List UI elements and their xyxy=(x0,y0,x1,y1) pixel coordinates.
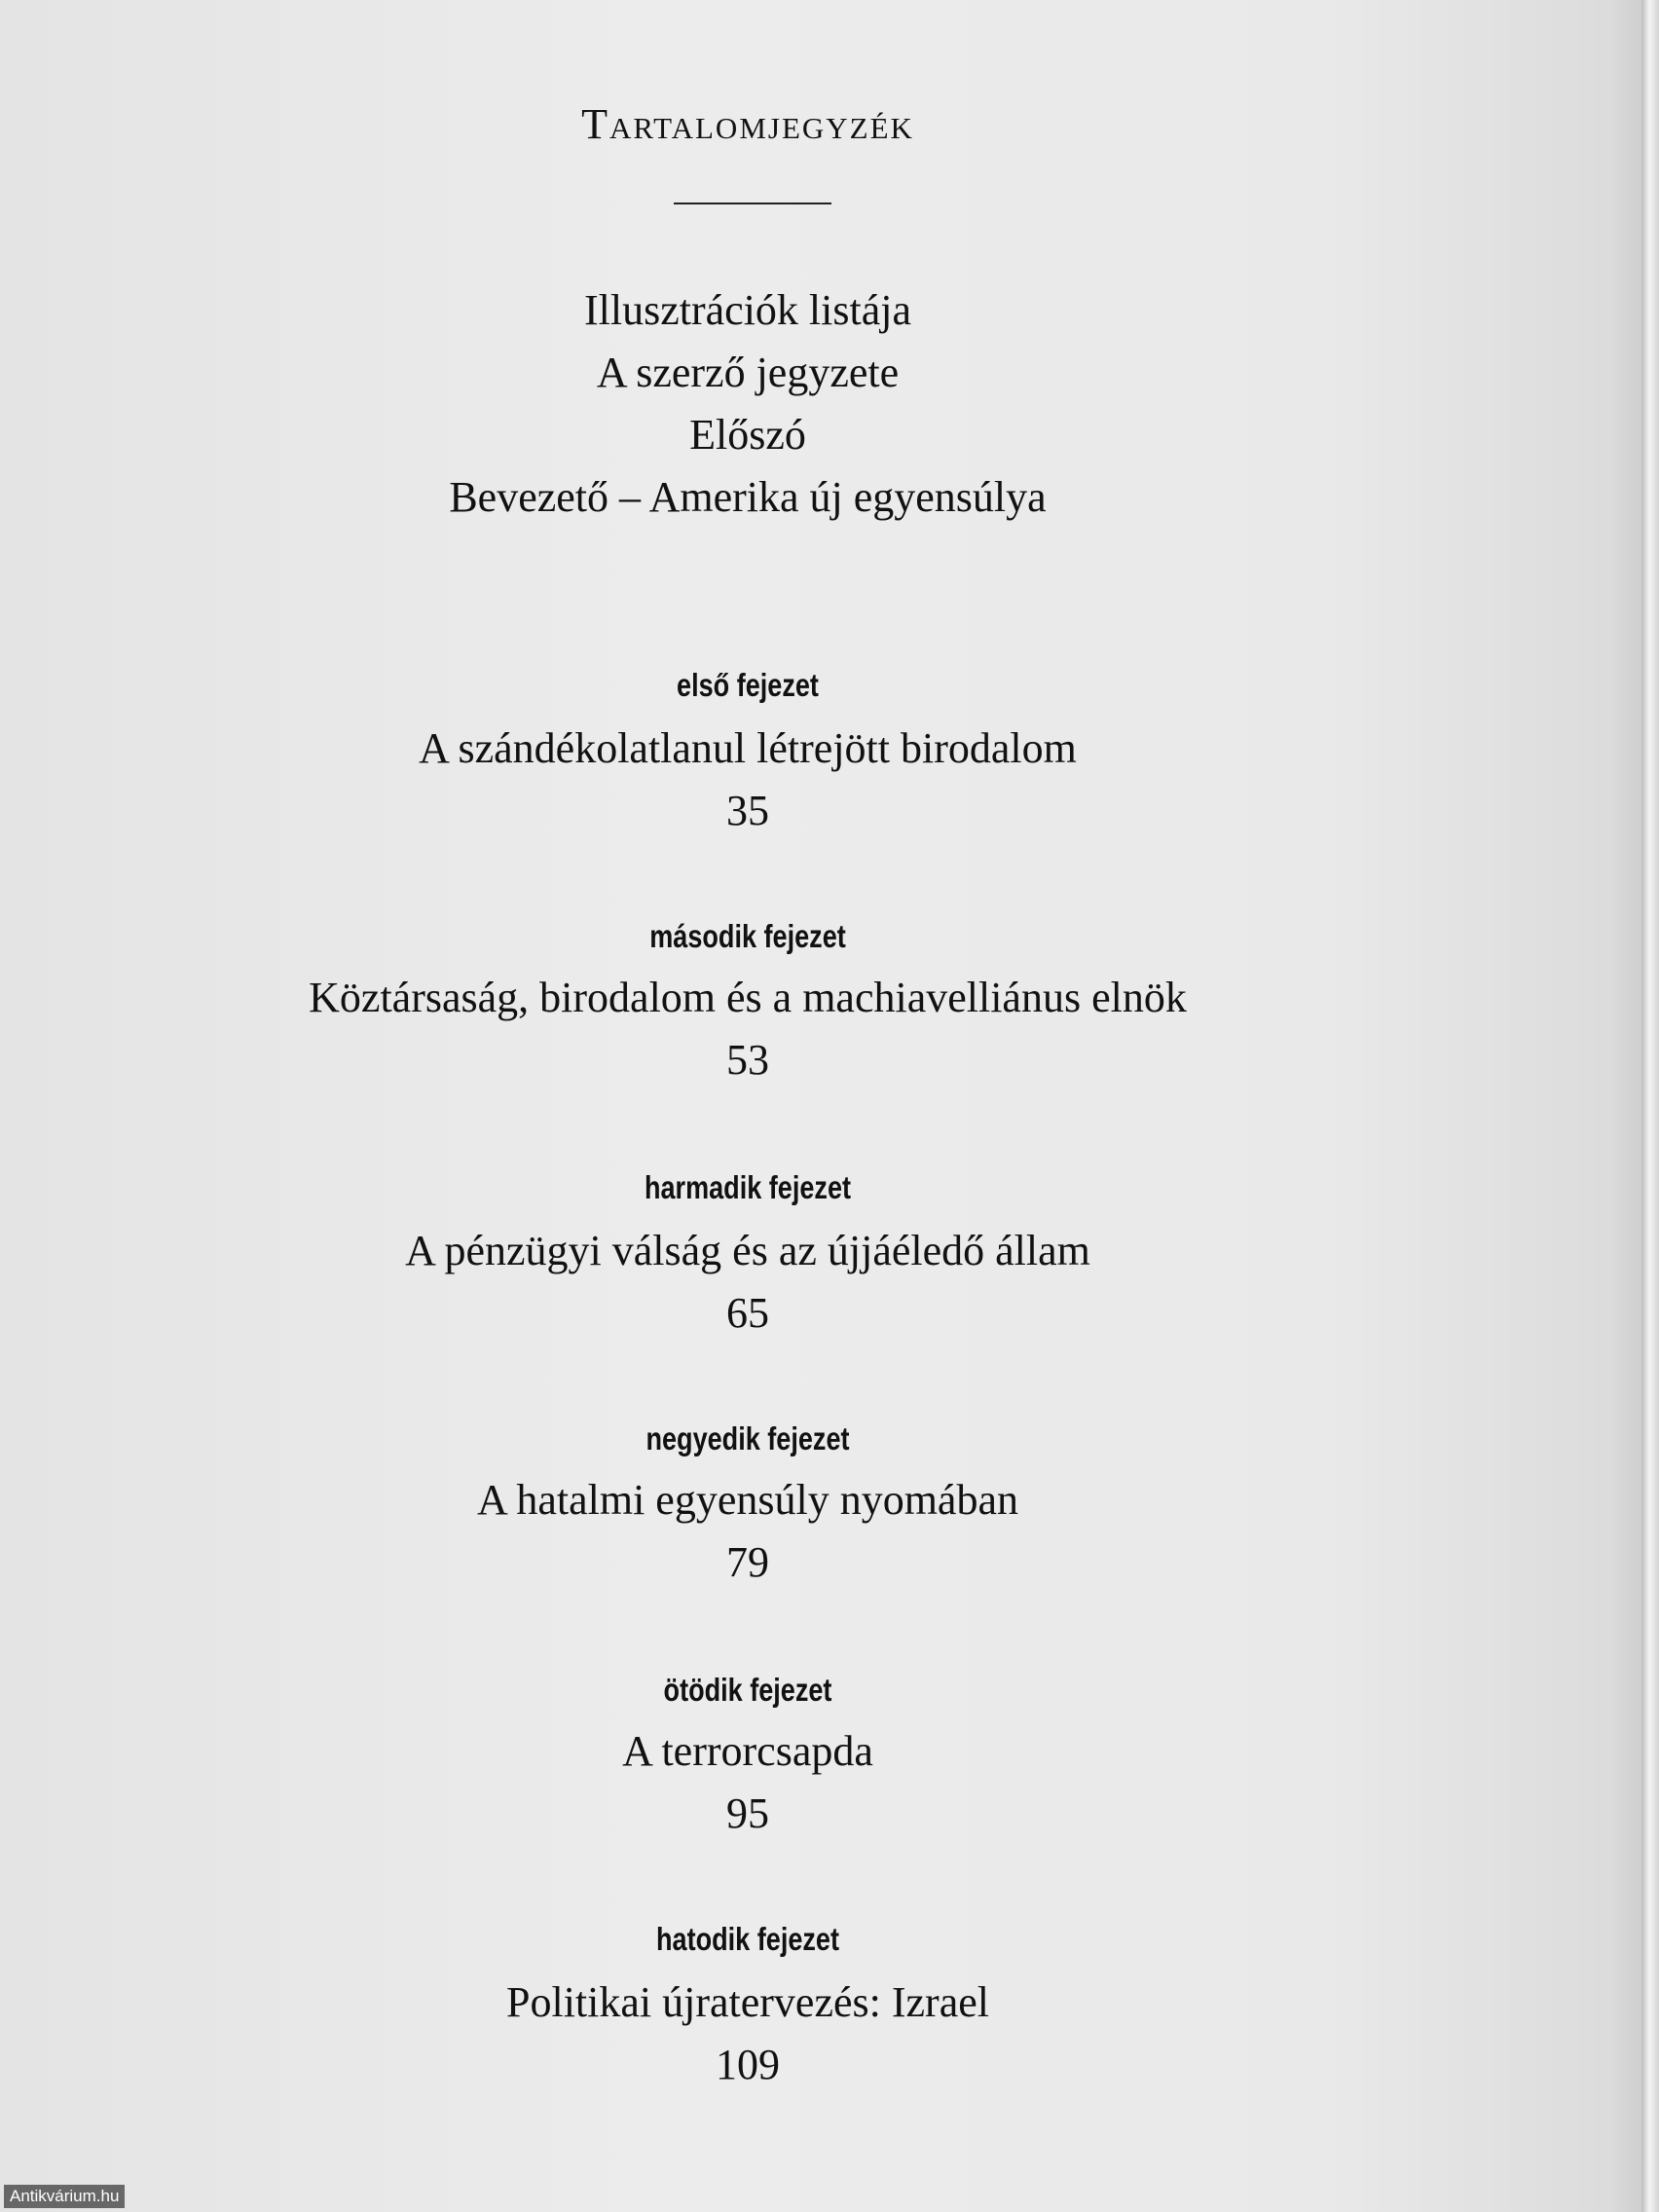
chapter-label: negyedik fejezet xyxy=(645,1420,850,1456)
chapter-label: ötödik fejezet xyxy=(663,1672,832,1708)
front-matter-item: Előszó xyxy=(689,411,806,459)
chapter-title: Köztársaság, birodalom és a machiavelliánus elnök xyxy=(309,974,1187,1021)
watermark: Antikvárium.hu xyxy=(4,2185,125,2208)
front-matter-item: Bevezető – Amerika új egyensúlya xyxy=(449,473,1047,521)
front-matter-item: A szerző jegyzete xyxy=(596,349,900,396)
page-edge xyxy=(1641,0,1659,2212)
chapter-page-number: 53 xyxy=(726,1036,769,1084)
chapter-label: első fejezet xyxy=(677,667,819,703)
chapter-page-number: 79 xyxy=(726,1538,769,1586)
chapter-title: A pénzügyi válság és az újjáéledő állam xyxy=(405,1227,1090,1274)
chapter-label: harmadik fejezet xyxy=(644,1169,852,1205)
chapter-title: A terrorcsapda xyxy=(622,1727,873,1775)
chapter-page-number: 35 xyxy=(726,787,769,834)
chapter-title: Politikai újratervezés: Izrael xyxy=(506,1978,989,2026)
chapter-title: A hatalmi egyensúly nyomában xyxy=(477,1476,1018,1524)
chapter-label: második fejezet xyxy=(649,918,846,954)
title-divider xyxy=(674,203,831,204)
chapter-page-number: 109 xyxy=(716,2041,780,2088)
toc-title: Tartalomjegyzék xyxy=(581,100,914,148)
chapter-page-number: 65 xyxy=(726,1289,769,1337)
chapter-title: A szándékolatlanul létrejött birodalom xyxy=(419,724,1077,772)
front-matter-item: Illusztrációk listája xyxy=(584,286,911,334)
chapter-page-number: 95 xyxy=(726,1789,769,1837)
chapter-label: hatodik fejezet xyxy=(656,1921,839,1957)
